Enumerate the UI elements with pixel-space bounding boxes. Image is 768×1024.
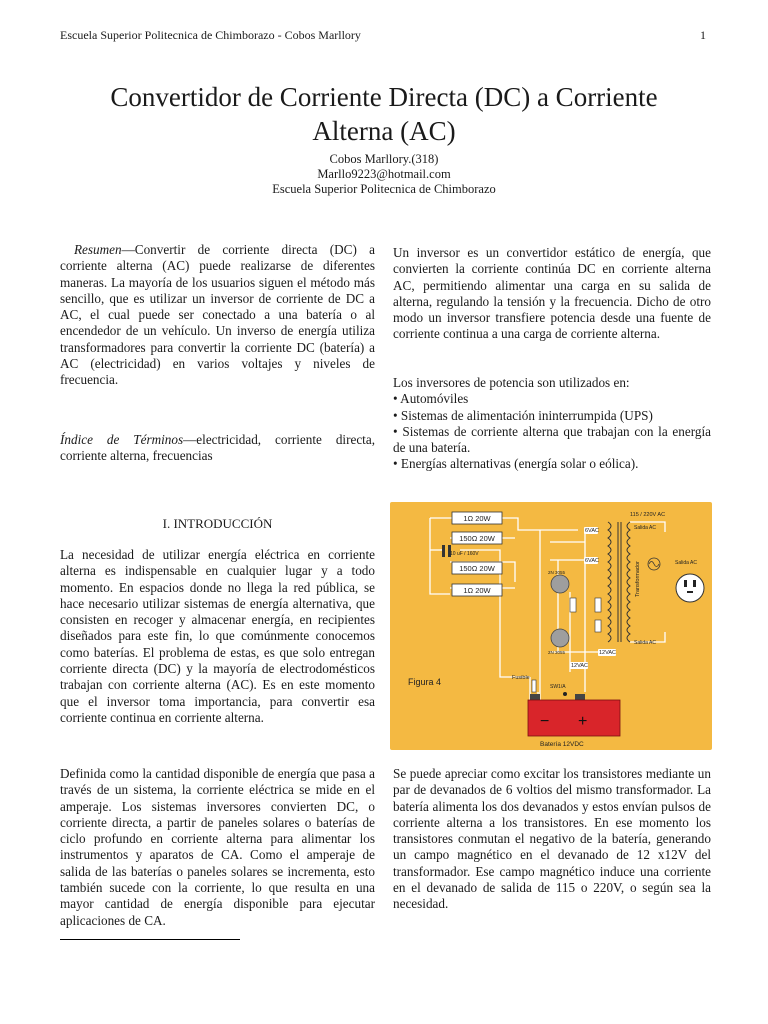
list-item: • Energías alternativas (energía solar o eólica). [393, 456, 639, 472]
tap-label-12vac-2: 12VAC [571, 663, 589, 669]
abstract-label: Resumen [74, 242, 122, 257]
switch-label: SW1/A [550, 684, 566, 690]
output-bottom-label: Salida AC [634, 640, 656, 646]
resistor-small-1 [570, 598, 576, 612]
tap-label-6vac-2: 6VAC [585, 558, 599, 564]
switch-icon [563, 692, 567, 696]
inverter-circuit-diagram [390, 502, 712, 750]
output-top-label: Salida AC [634, 525, 656, 531]
list-item: • Sistemas de corriente alterna que trabajan con la energía de una batería. [393, 423, 711, 456]
ac-sine-symbol [648, 558, 660, 570]
transistor-explanation-paragraph: Se puede apreciar como excitar los transistores mediante un par de devanados de 6 voltios del mismo transformador. La batería alimenta los dos devanados y estos envían pulsos de corriente alterna a los transistores. En ese momento los transistores conmutan el negativo de la batería, generando un campo magnético en el devanado de 12 x12V del transformador. Ese campo magnético induce una corriente en el devanado de salida de 115 o 220V, o según sea la necesidad. [393, 766, 711, 912]
transistor-q2 [548, 629, 569, 655]
resistor-small-3 [595, 620, 601, 632]
index-terms: Índice de Términos—electricidad, corriente directa, corriente alterna, frecuencias [60, 432, 375, 464]
list-item: • Sistemas de alimentación ininterrumpida (UPS) [393, 407, 653, 423]
transistor-q1 [548, 570, 569, 593]
capacitor-label: 10 uF / 160V [450, 551, 479, 557]
transformer [608, 522, 641, 642]
author-block [160, 152, 608, 197]
title-line-1: Convertidor de Corriente Directa (DC) a Corriente [110, 82, 658, 112]
intro-paragraph-1: La necesidad de utilizar energía eléctrica en corriente alterna es indispensable en cualquier lugar y a todo momento. En espacios donde no llega la red pública, se hace necesario utilizar sistemas de energía alternativa, que consisten en recoger y almacenar energía, en recipientes diseñados para este fin, lo que comúnmente conocemos como baterías. El problema de estas, es que solo entregan corriente directa (DC) y la mayoría de electrodomésticos trabajan con corriente alterna (AC). Es en este momento que el inversor toma importancia, para convertir esa corriente continua en corriente alterna. [60, 547, 375, 725]
intro-paragraph-2: Definida como la cantidad disponible de energía que pasa a través de un sistema, la corriente eléctrica se mide en el amperaje. Los sistemas inversores convierten DC, o corriente directa, a partir de paneles solares o baterías de ciclo profundo en corriente alterna para alimentar los instrumentos y aparatos de CA. Como el amperaje de salida de las baterías o paneles solares se incrementa, esto también sucede con la corriente, lo que resulta en una mayor cantidad de energía disponible para ejecutar aplicaciones de CA. [60, 766, 375, 928]
tap-label-12vac-1: 12VAC [599, 650, 617, 656]
output-ac-label: Salida AC [675, 560, 697, 566]
battery-minus: − [540, 713, 550, 730]
battery-icon [528, 694, 620, 748]
running-header: Escuela Superior Politecnica de Chimborazo - Cobos Marllory [60, 28, 361, 42]
footnote-rule [60, 939, 240, 940]
index-terms-label: Índice de Términos [60, 432, 184, 447]
abstract-text: Convertir de corriente directa (DC) a corriente alterna (AC) puede realizarse de diferentes maneras. La mayoría de los usuarios siguen el método más sencillo, que es utilizar un inversor de corriente de DC a AC, el cual puede ser conectado a una batería o al encendedor de un vehículo. Un inverso de energía utiliza transformadores para convertir la corriente DC (batería) a AC (electricidad) en varios voltajes y niveles de frecuencia. [60, 242, 375, 388]
battery-plus: + [578, 713, 588, 730]
capacitor [442, 545, 479, 557]
transistor-q1-label: 2N 3055 [548, 570, 566, 575]
uses-list [393, 375, 711, 473]
resistor-1 [452, 512, 502, 524]
abstract: Resumen—Convertir de corriente directa (DC) a corriente alterna (AC) puede realizarse de diferentes maneras. La mayoría de los usuarios siguen el método más sencillo, que es utilizar un inversor de corriente de DC a AC, el cual puede ser conectado a una batería o al encendedor de un vehículo. Un inverso de energía utiliza transformadores para convertir la corriente DC (batería) a AC (electricidad) en varios voltajes y niveles de frecuencia. [60, 242, 375, 388]
uses-intro: Los inversores de potencia son utilizados en: [393, 375, 630, 390]
resistor-3-label: 150Ω 20W [459, 564, 495, 573]
author-name: Cobos Marllory.(318) [329, 152, 439, 166]
page-number: 1 [700, 28, 706, 42]
tap-label-6vac-1: 6VAC [585, 528, 599, 534]
output-voltage-label: 115 / 220V AC [630, 512, 666, 518]
list-item: • Automóviles [393, 391, 469, 407]
paper-title [60, 80, 708, 148]
resistor-4-label: 1Ω 20W [463, 586, 491, 595]
resistor-3 [452, 562, 502, 574]
author-institution: Escuela Superior Politecnica de Chimborazo [272, 182, 496, 196]
resistor-2 [452, 532, 502, 544]
fuse-icon [532, 680, 536, 692]
ac-socket-icon [676, 574, 704, 602]
resistor-2-label: 150Ω 20W [459, 534, 495, 543]
battery-label: Batería 12VDC [540, 741, 584, 748]
resistor-4 [452, 584, 502, 596]
title-line-2: Alterna (AC) [312, 116, 456, 146]
index-terms-text: electricidad, corriente directa, corriente alterna, frecuencias [60, 432, 375, 464]
resistor-small-2 [595, 598, 601, 612]
author-email: Marllo9223@hotmail.com [317, 167, 451, 181]
transformer-label: Transformador [635, 561, 641, 597]
resistor-1-label: 1Ω 20W [463, 514, 491, 523]
figure-caption: Figura 4 [408, 677, 442, 687]
inverter-definition-paragraph: Un inversor es un convertidor estático de energía, que convierten la corriente continúa DC en corriente alterna AC, permitiendo alimentar una carga en su salida de alterna, regulando la tensión y la frecuencia. Dicho de otro modo un inversor transfiere potencia desde una fuente de corriente continua a una carga de corriente alterna. [393, 245, 711, 342]
transistor-q2-label: 2N 3055 [548, 650, 566, 655]
section-heading-introduccion: I. INTRODUCCIÓN [162, 516, 273, 531]
circuit-figure [390, 502, 712, 750]
fuse-label: Fusible [512, 675, 530, 681]
